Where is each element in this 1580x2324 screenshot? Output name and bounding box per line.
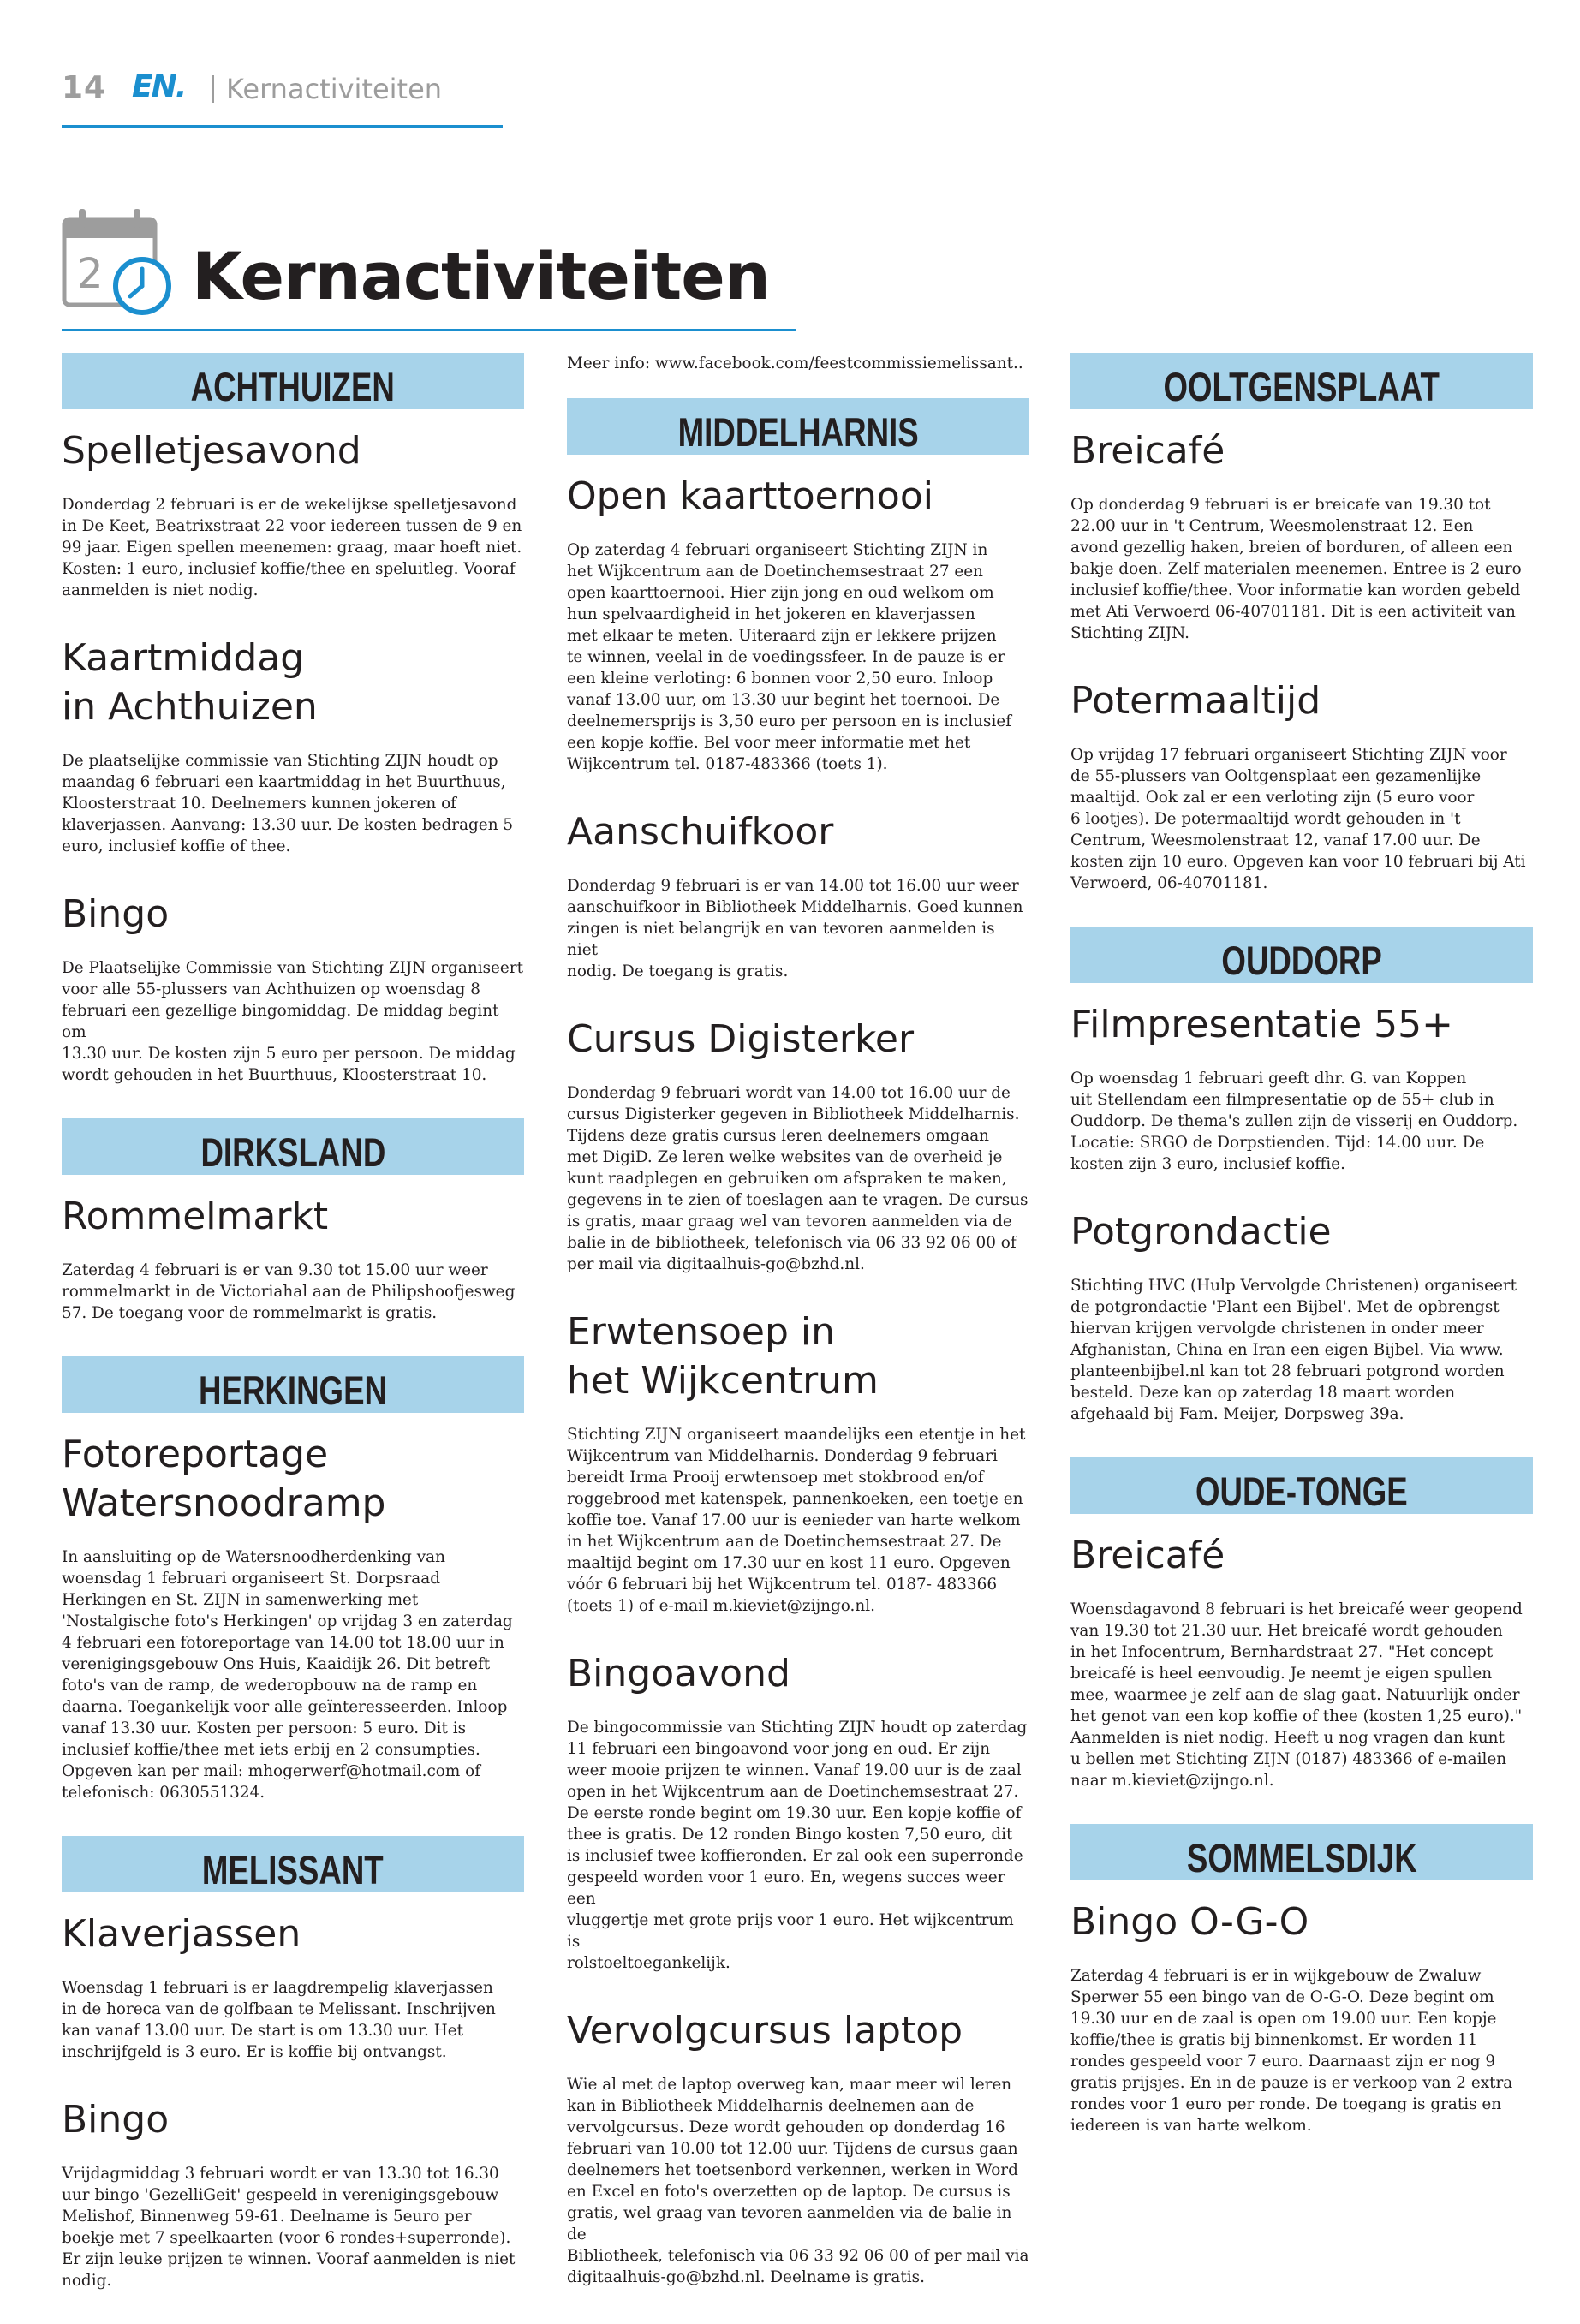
article-title: Aanschuifkoor	[567, 810, 834, 854]
article-body: Zaterdag 4 februari is er van 9.30 tot 15.00 uur weer rommelmarkt in de Victoriahal aan de Philipshoofjesweg 57. De toegang voor de rommelmarkt is gratis.	[62, 1261, 516, 1322]
town-name: MELISSANT	[202, 1846, 384, 1892]
article-body: Stichting HVC (Hulp Vervolgde Christenen) organiseert de potgrondactie 'Plant een Bijbel'. Met de opbrengst hiervan krijgen vervolgde christenen in onder meer Afghanistan, China en Iran een eigen Bijbel. Via www. planteenbijbel.nl kan tot 28 februari potgrond worden besteld. Deze kan op zaterdag 18 maart worden afgehaald bij Fam. Meijer, Dorpsweg 39a.	[1070, 1277, 1517, 1423]
article-body: Vrijdagmiddag 3 februari wordt er van 13.30 tot 16.30 uur bingo 'GezelliGeit' gespeeld in verenigingsgebouw Melishof, Binnenweg 59-61. Deelname is 5euro per boekje met 7 speelkaarten (voor 6 rondes+superronde). Er zijn leuke prijzen te winnen. Vooraf aanmelden is niet nodig.	[62, 2165, 516, 2290]
article-title: Bingoavond	[567, 1652, 790, 1695]
calendar-clock-icon	[62, 207, 173, 317]
town-header-sommelsdijk	[1070, 1824, 1533, 1880]
article-title: Vervolgcursus laptop	[567, 2009, 963, 2053]
calendar-digit: 2	[77, 250, 104, 298]
article-title: Bingo	[62, 892, 170, 936]
article-body: Stichting ZIJN organiseert maandelijks een etentje in het Wijkcentrum van Middelharnis. Donderdag 9 februari bereidt Irma Prooij erwtensoep met stokbrood en/of roggebrood met katenspek, pannenkoeken, een toetje en koffie toe. Vanaf 17.00 uur is eenieder van harte welkom in het Wijkcentrum aan de Doetinchemsestraat 27. De maaltijd begint om 17.30 uur en kost 11 euro. Opgeven vóór 6 februari bij het Wijkcentrum tel. 0187- 483366 (toets 1) of e-mail m.kieviet@zijngo.nl.	[567, 1426, 1026, 1615]
column-2	[567, 353, 1029, 2321]
article-title: Bingo	[62, 2098, 170, 2142]
article-title: Erwtensoep in het Wijkcentrum	[567, 1310, 879, 1403]
article-title: Breicafé	[1070, 429, 1225, 473]
article-body: Donderdag 9 februari wordt van 14.00 tot 16.00 uur de cursus Digisterker gegeven in Bibliotheek Middelharnis. Tijdens deze gratis cursus leren deelnemers omgaan met DigiD. Ze leren welke websites van de overheid je kunt raadplegen en gebruiken om afspraken te maken, gegevens in te zien of toeslagen aan te vragen. De cursus is gratis, maar graag wel van tevoren aanmelden via de balie in de bibliotheek, telefonisch via 06 33 92 06 00 of per mail via digitaalhuis-go@bzhd.nl.	[567, 1084, 1028, 1273]
town-name: ACHTHUIZEN	[190, 363, 396, 409]
article-title: Kaartmiddag in Achthuizen	[62, 636, 318, 729]
column-3	[1070, 353, 1533, 2169]
article-body: Op zaterdag 4 februari organiseert Stichting ZIJN in het Wijkcentrum aan de Doetinchemsestraat 27 een open kaarttoernooi. Hier zijn jong en oud welkom om hun spelvaardigheid in het jokeren en klaverjassen met elkaar te meten. Uiteraard zijn er lekkere prijzen te winnen, veelal in de voedingssfeer. In de pauze is er een kleine verloting: 6 bonnen voor 2,50 euro. Inloop vanaf 13.00 uur, om 13.30 uur begint het toernooi. De deelnemersprijs is 3,50 euro per persoon en is inclusief een kopje koffie. Bel voor meer informatie met het Wijkcentrum tel. 0187-483366 (toets 1).	[567, 541, 1012, 773]
article-body: De Plaatselijke Commissie van Stichting ZIJN organiseert voor alle 55-plussers van Achthuizen op woensdag 8 februari een gezellige bingomiddag. De middag begint om 13.30 uur. De kosten zijn 5 euro per persoon. De middag wordt gehouden in het Buurthuus, Kloosterstraat 10.	[62, 959, 523, 1084]
article-body: Woensdag 1 februari is er laagdrempelig klaverjassen in de horeca van de golfbaan te Melissant. Inschrijven kan vanaf 13.00 uur. De start is om 13.30 uur. Het inschrijfgeld is 3 euro. Er is koffie bij ontvangst.	[62, 1979, 496, 2061]
article-body: Op vrijdag 17 februari organiseert Stichting ZIJN voor de 55-plussers van Ooltgensplaat een gezamenlijke maaltijd. Ook zal er een verloting zijn (5 euro voor 6 lootjes). De potermaaltijd wordt gehouden in 't Centrum, Weesmolenstraat 12, vanaf 17.00 uur. De kosten zijn 10 euro. Opgeven kan voor 10 februari bij Ati Verwoerd, 06-40701181.	[1070, 746, 1526, 892]
article-title: Filmpresentatie 55+	[1070, 1003, 1454, 1046]
article-body: In aansluiting op de Watersnoodherdenking van woensdag 1 februari organiseert St. Dorpsraad Herkingen en St. ZIJN in samenwerking met 'Nostalgische foto's Herkingen' op vrijdag 3 en zaterdag 4 februari een fotoreportage van 14.00 tot 18.00 uur in verenigingsgebouw Ons Huis, Kaaidijk 26. Dit betreft foto's van de ramp, de wederopbouw na de ramp en daarna. Toegankelijk voor alle geïnteresseerden. Inloop vanaf 13.30 uur. Kosten per persoon: 5 euro. Dit is inclusief koffie/thee met iets erbij en 2 consumpties. Opgeven kan per mail: mhogerwerf@hotmail.com of telefonisch: 0630551324.	[62, 1548, 513, 1802]
town-name: DIRKSLAND	[200, 1129, 385, 1175]
article-body: Op donderdag 9 februari is er breicafe van 19.30 tot 22.00 uur in 't Centrum, Weesmolenstraat 12. Een avond gezellig haken, breien of borduren, of alleen een bakje doen. Zelf materialen meenemen. Entree is 2 euro inclusief koffie/thee. Voor informatie kan worden gebeld met Ati Verwoerd 06-40701181. Dit is een activiteit van Stichting ZIJN.	[1070, 496, 1522, 642]
article-body: Op woensdag 1 februari geeft dhr. G. van Koppen uit Stellendam een filmpresentatie op de 55+ club in Ouddorp. De thema's zullen zijn de visserij en Ouddorp. Locatie: SRGO de Dorpstienden. Tijd: 14.00 uur. De kosten zijn 3 euro, inclusief koffie.	[1070, 1070, 1518, 1173]
header-divider	[212, 75, 214, 103]
article-body: De bingocommissie van Stichting ZIJN houdt op zaterdag 11 februari een bingoavond voor jong en oud. Er zijn weer mooie prijzen te winnen. Vanaf 19.00 uur is de zaal open in het Wijkcentrum aan de Doetinchemsestraat 27. De eerste ronde begint om 19.30 uur. Een kopje koffie of thee is gratis. De 12 ronden Bingo kosten 7,50 euro, dit is inclusief twee koffieronden. Er zal ook een superronde gespeeld worden voor 1 euro. En, wegens succes weer een vluggertje met grote prijs voor 1 euro. Het wijkcentrum is rolstoeltoegankelijk.	[567, 1719, 1028, 1972]
article-title: Fotoreportage Watersnoodramp	[62, 1433, 386, 1525]
town-header-herkingen	[62, 1356, 524, 1413]
title-rule	[62, 329, 796, 331]
article-title: Klaverjassen	[62, 1912, 301, 1956]
column-1	[62, 353, 524, 2324]
town-name: HERKINGEN	[199, 1367, 387, 1413]
section-name: Kernactiviteiten	[226, 73, 443, 105]
article-title: Rommelmarkt	[62, 1195, 329, 1238]
article-title: Breicafé	[1070, 1534, 1225, 1577]
page-title: Kernactiviteiten	[192, 238, 770, 314]
town-header-oude-tonge	[1070, 1457, 1533, 1514]
town-header-achthuizen	[62, 353, 524, 409]
article-body: Donderdag 9 februari is er van 14.00 tot 16.00 uur weer aanschuifkoor in Bibliotheek Middelharnis. Goed kunnen zingen is niet belangrijk en van tevoren aanmelden is niet nodig. De toegang is gratis.	[567, 877, 1023, 980]
town-name: SOMMELSDIJK	[1186, 1834, 1417, 1880]
page-header	[62, 70, 507, 104]
article-body: De plaatselijke commissie van Stichting ZIJN houdt op maandag 6 februari een kaartmiddag in het Buurthuus, Kloosterstraat 10. Deelnemers kunnen jokeren of klaverjassen. Aanvang: 13.30 uur. De kosten bedragen 5 euro, inclusief koffie of thee.	[62, 752, 514, 855]
article-title: Cursus Digisterker	[567, 1017, 915, 1061]
article-body: Donderdag 2 februari is er de wekelijkse spelletjesavond in De Keet, Beatrixstraat 22 voor iedereen tussen de 9 en 99 jaar. Eigen spellen meenemen: graag, maar hoeft niet. Kosten: 1 euro, inclusief koffie/thee en speluitleg. Vooraf aanmelden is niet nodig.	[62, 496, 522, 599]
town-header-dirksland	[62, 1118, 524, 1175]
page-number: 14	[62, 70, 107, 105]
town-header-melissant	[62, 1836, 524, 1892]
article-title: Potgrondactie	[1070, 1210, 1332, 1254]
town-name: OOLTGENSPLAAT	[1163, 363, 1440, 409]
title-block	[62, 204, 798, 332]
article-title: Spelletjesavond	[62, 429, 361, 473]
town-name: MIDDELHARNIS	[677, 408, 919, 455]
town-name: OUDE-TONGE	[1195, 1468, 1408, 1514]
en-logo: EN.	[132, 69, 186, 104]
melissant-info-link[interactable]: Meer info: www.facebook.com/feestcommissiemelissant..	[567, 355, 1023, 372]
article-title: Potermaaltijd	[1070, 679, 1321, 723]
town-name: OUDDORP	[1221, 937, 1382, 983]
town-header-ouddorp	[1070, 927, 1533, 983]
article-title: Bingo O-G-O	[1070, 1900, 1309, 1944]
header-rule	[62, 125, 503, 128]
town-header-ooltgensplaat	[1070, 353, 1533, 409]
article-body: Wie al met de laptop overweg kan, maar meer wil leren kan in Bibliotheek Middelharnis deelnemen aan de vervolgcursus. Deze wordt gehouden op donderdag 16 februari van 10.00 tot 12.00 uur. Tijdens de cursus gaan deelnemers het toetsenbord verkennen, werken in Word en Excel en foto's overzetten op de laptop. De cursus is gratis, wel graag van tevoren aanmelden via de balie in de Bibliotheek, telefonisch via 06 33 92 06 00 of per mail via digitaalhuis-go@bzhd.nl. Deelname is gratis.	[567, 2076, 1029, 2286]
article-body: Woensdagavond 8 februari is het breicafé weer geopend van 19.30 tot 21.30 uur. Het breicafé wordt gehouden in het Infocentrum, Bernhardstraat 27. "Het concept breicafé is heel eenvoudig. Je neemt je eigen spullen mee, waarmee je zelf aan de slag gaat. Natuurlijk onder het genot van een kop koffie of thee (kosten 1,25 euro)." Aanmelden is niet nodig. Heeft u nog vragen dan kunt u bellen met Stichting ZIJN (0187) 483366 of e-mailen naar m.kieviet@zijngo.nl.	[1070, 1600, 1523, 1790]
town-header-middelharnis	[567, 398, 1029, 455]
article-body: Zaterdag 4 februari is er in wijkgebouw de Zwaluw Sperwer 55 een bingo van de O-G-O. Deze begint om 19.30 uur en de zaal is open om 19.00 uur. Een kopje koffie/thee is gratis bij binnenkomst. Er worden 11 rondes gespeeld voor 7 euro. Daarnaast zijn er nog 9 gratis prijsjes. En in de pauze is er verkoop van 2 extra rondes voor 1 euro per ronde. De toegang is gratis en iedereen is van harte welkom.	[1070, 1967, 1513, 2135]
article-title: Open kaarttoernooi	[567, 474, 933, 518]
